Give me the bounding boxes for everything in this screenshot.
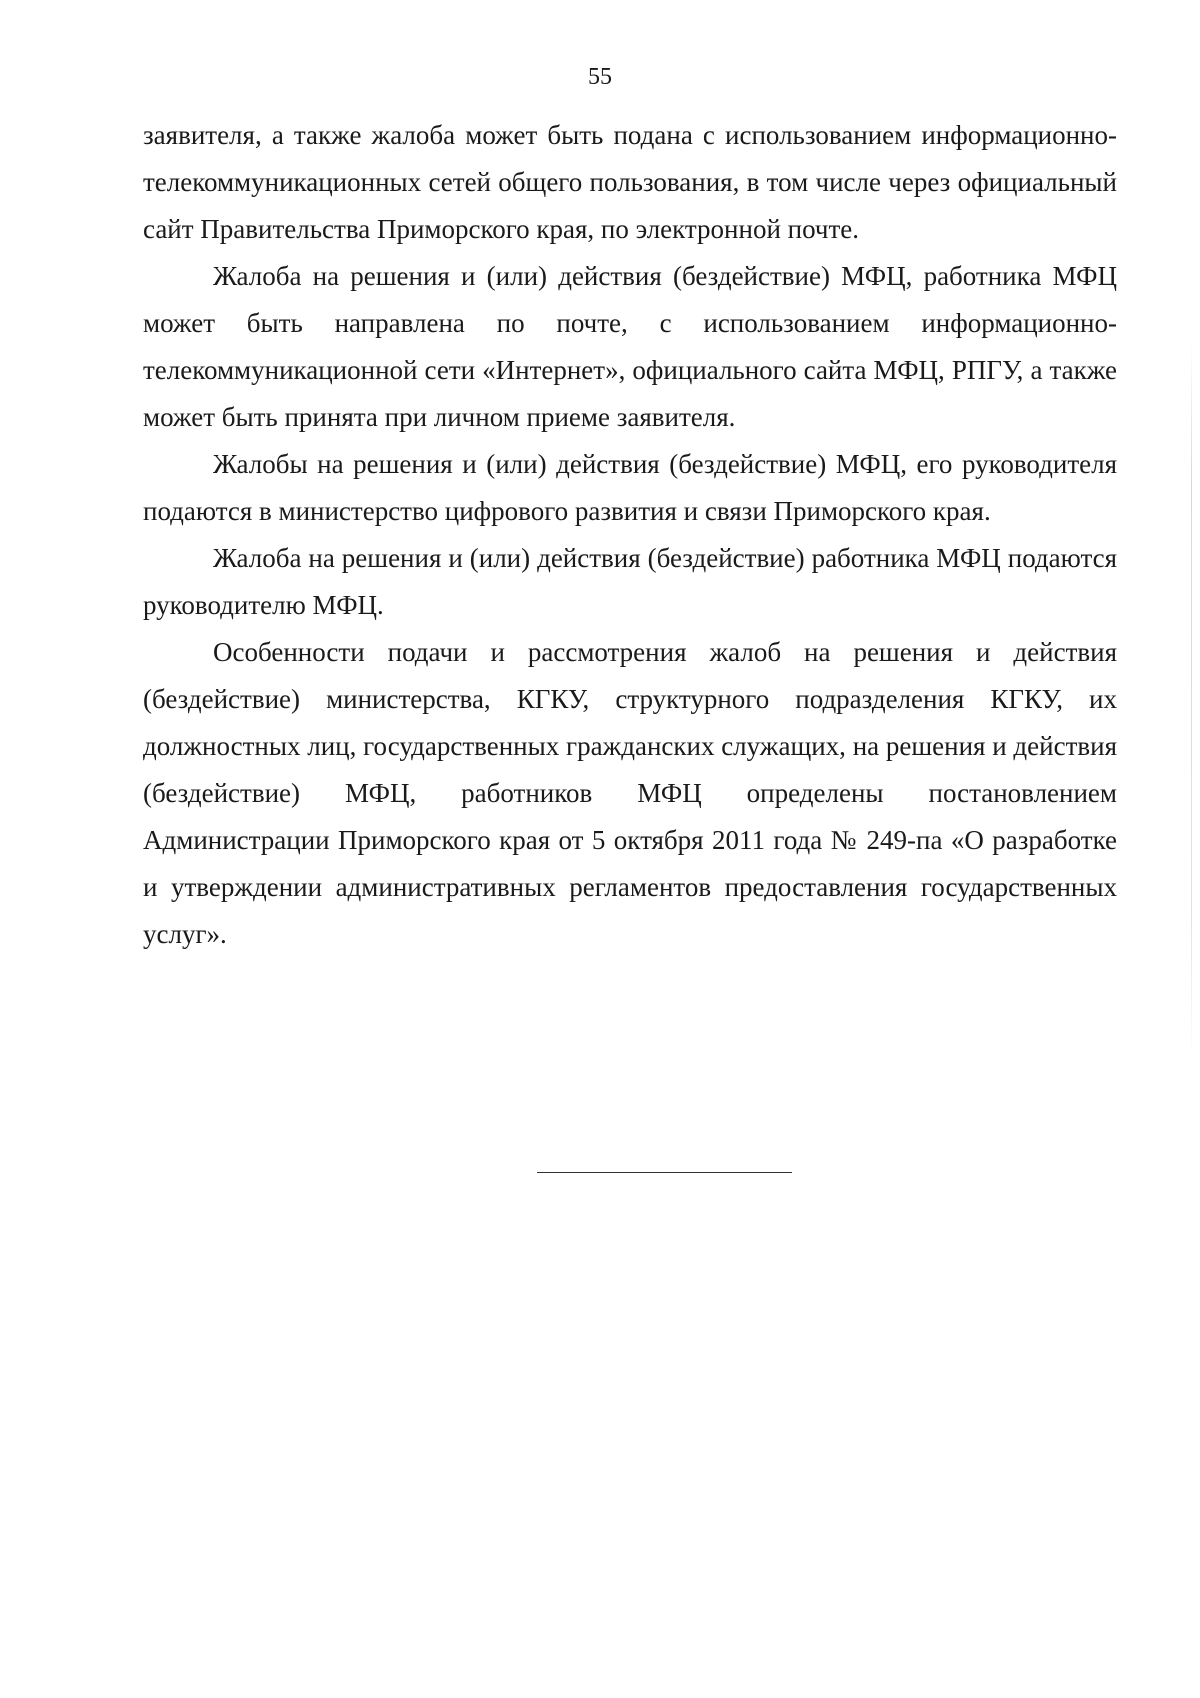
paragraph-complaint-mfc-worker-channels: Жалоба на решения и (или) действия (бездействие) МФЦ, работника МФЦ может быть направлена по почте, с использованием информационно-телекоммуникационной сети «Интернет», официального сайта МФЦ, РПГУ, а также может быть принята при личном приеме заявителя. xyxy=(143,261,1117,432)
paragraph-complaints-mfc-head: Жалобы на решения и (или) действия (бездействие) МФЦ, его руководителя подаются в министерство цифрового развития и связи Приморского края. xyxy=(143,449,1117,526)
end-of-text-rule xyxy=(537,1172,792,1173)
paragraph-complaint-mfc-worker: Жалоба на решения и (или) действия (бездействие) работника МФЦ подаются руководителю МФЦ. xyxy=(143,543,1117,620)
document-body xyxy=(143,112,1117,958)
page-number: 55 xyxy=(588,64,612,90)
paragraph-continuation: заявителя, а также жалоба может быть подана с использованием информационно-телекоммуникационных сетей общего пользования, в том числе через официальный сайт Правительства Приморского края, по электронной почте. xyxy=(143,120,1117,244)
paragraph-complaint-procedure-features: Особенности подачи и рассмотрения жалоб на решения и действия (бездействие) министерства, КГКУ, структурного подразделения КГКУ, их должностных лиц, государственных гражданских служащих, на решения и действия (бездействие) МФЦ, работников МФЦ определены постановлением Администрации Приморского края от 5 октября 2011 года № 249-па «О разработке и утверждении административных регламентов предоставления государственных услуг». xyxy=(143,637,1117,949)
scan-edge-shadow xyxy=(1191,340,1192,1060)
